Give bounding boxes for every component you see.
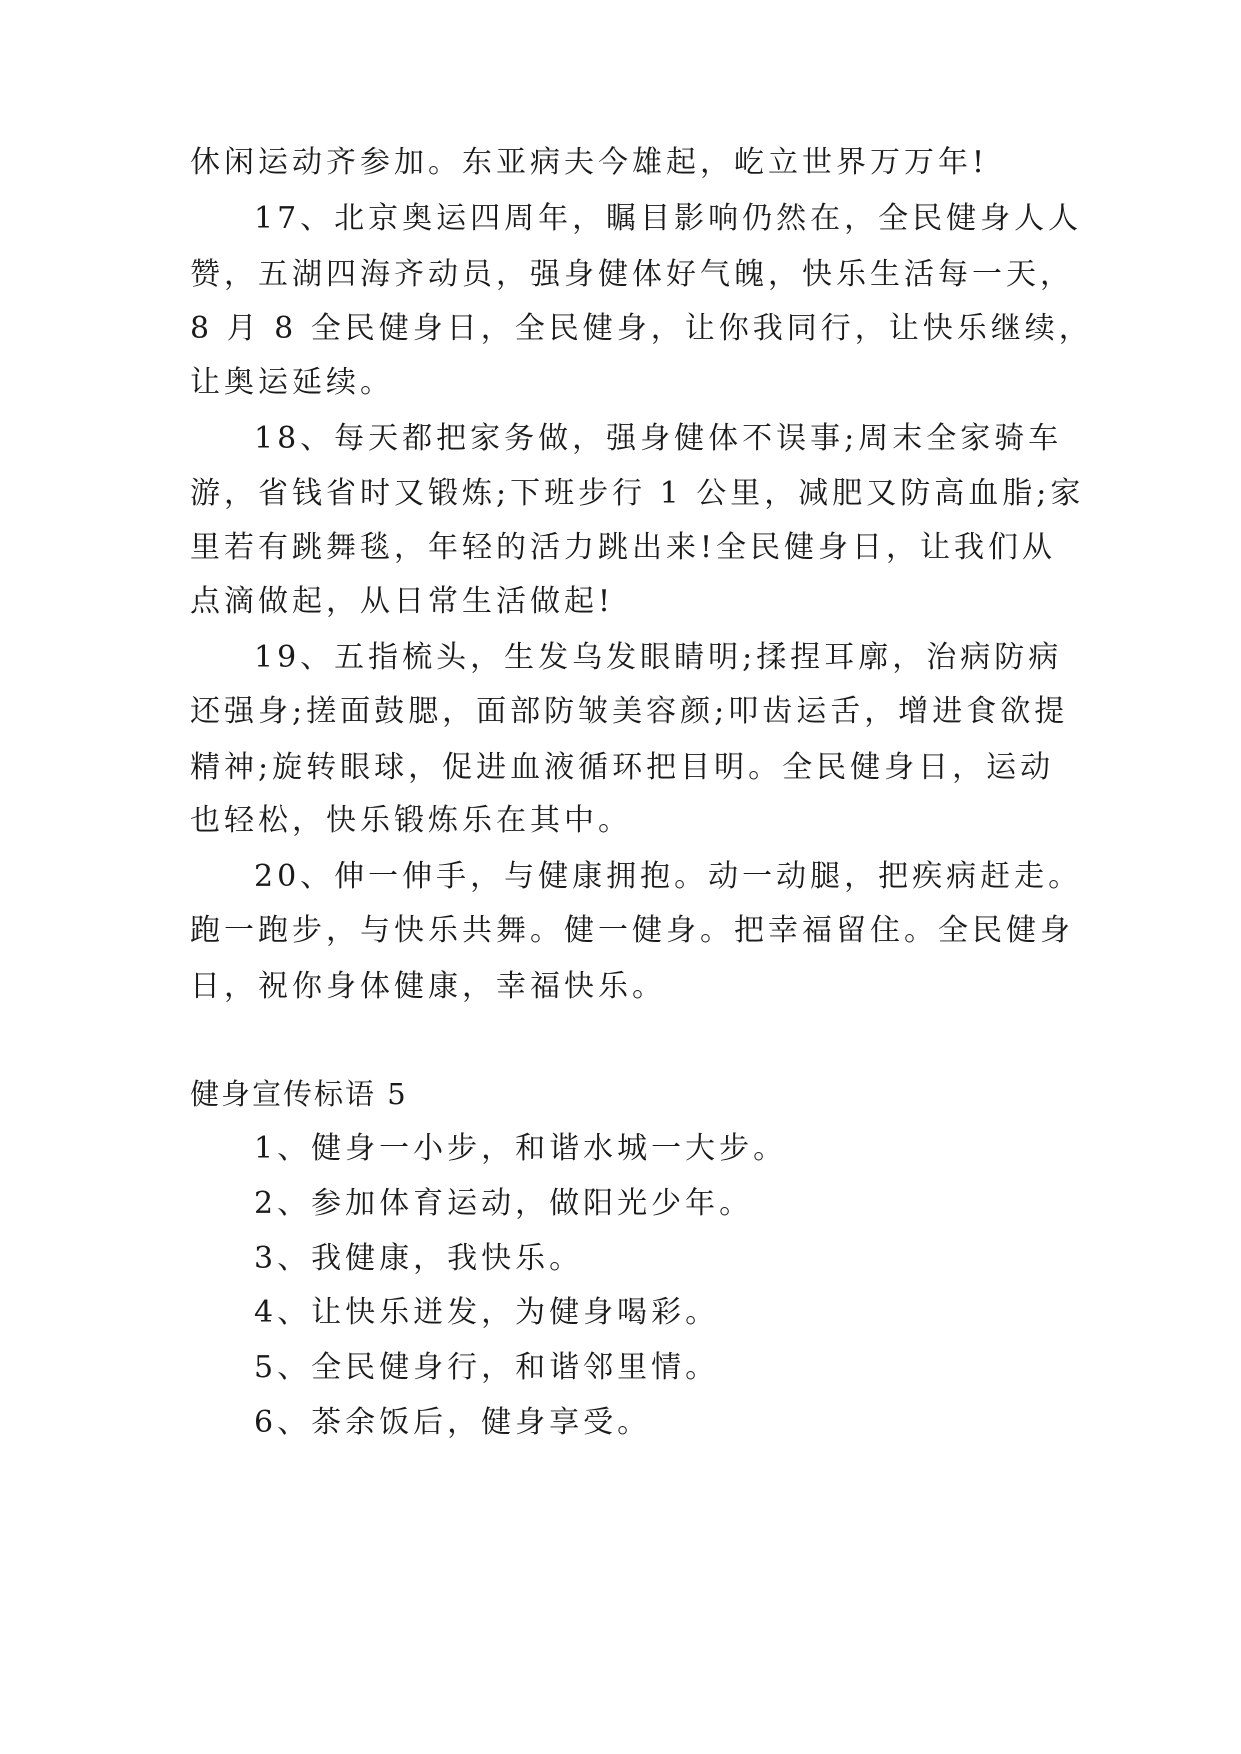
paragraph-line: 跑一跑步，与快乐共舞。健一健身。把幸福留住。全民健身	[190, 913, 1074, 948]
paragraph-line: 精神;旋转眼球，促进血液循环把目明。全民健身日，运动	[190, 750, 1055, 785]
slogan-item: 3、我健康，我快乐。	[254, 1241, 584, 1276]
paragraph-line: 休闲运动齐参加。东亚病夫今雄起，屹立世界万万年!	[190, 145, 989, 180]
paragraph-line: 让奥运延续。	[190, 365, 394, 400]
slogan-item: 4、让快乐迸发，为健身喝彩。	[254, 1295, 720, 1330]
paragraph-line: 也轻松，快乐锻炼乐在其中。	[190, 803, 632, 838]
paragraph-line: 赞，五湖四海齐动员，强身健体好气魄，快乐生活每一天，	[190, 257, 1074, 292]
slogan-item: 6、茶余饭后，健身享受。	[254, 1405, 652, 1440]
paragraph-line: 里若有跳舞毯，年轻的活力跳出来!全民健身日，让我们从	[190, 530, 1057, 565]
slogan-item: 1、健身一小步，和谐水城一大步。	[254, 1131, 788, 1166]
paragraph-line: 点滴做起，从日常生活做起!	[190, 584, 615, 619]
paragraph-line: 20、伸一伸手，与健康拥抱。动一动腿，把疾病赶走。	[254, 859, 1083, 894]
paragraph-line: 17、北京奥运四周年，瞩目影响仍然在，全民健身人人	[254, 201, 1083, 236]
paragraph-line: 8 月 8 全民健身日，全民健身，让你我同行，让快乐继续，	[190, 311, 1093, 346]
slogan-item: 5、全民健身行，和谐邻里情。	[254, 1350, 720, 1385]
slogan-item: 2、参加体育运动，做阳光少年。	[254, 1186, 754, 1221]
paragraph-line: 18、每天都把家务做，强身健体不误事;周末全家骑车	[254, 421, 1063, 456]
paragraph-line: 19、五指梳头，生发乌发眼睛明;揉捏耳廓，治病防病	[254, 640, 1063, 675]
paragraph-line: 还强身;搓面鼓腮，面部防皱美容颜;叩齿运舌，增进食欲提	[190, 694, 1069, 729]
section-title: 健身宣传标语 5	[190, 1077, 408, 1111]
paragraph-line: 游，省钱省时又锻炼;下班步行 1 公里，减肥又防高血脂;家	[190, 476, 1085, 511]
paragraph-line: 日，祝你身体健康，幸福快乐。	[190, 969, 666, 1004]
